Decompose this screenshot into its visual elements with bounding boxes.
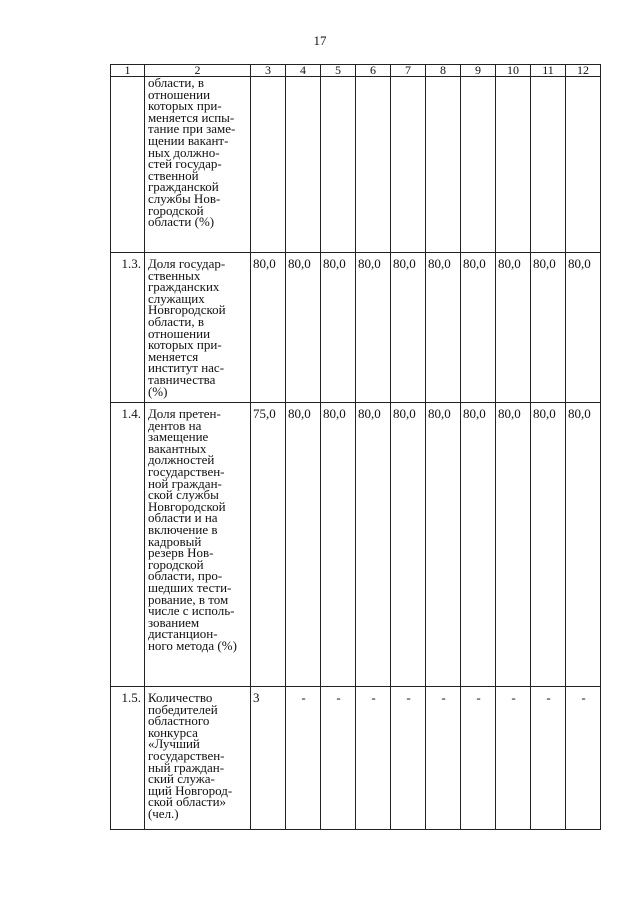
indicator-name-line: (чел.) [147, 805, 179, 821]
indicator-name-line: резерв Нов- [147, 545, 214, 561]
indicator-name [144, 253, 250, 403]
value-cell: 80,0 [425, 403, 460, 687]
indicator-name-line: Доля государ- [147, 256, 226, 271]
indicator-name-line: ственных [147, 267, 201, 283]
indicator-name-line: шедших тести- [147, 579, 232, 595]
indicator-name-line: ский служа- [147, 771, 215, 787]
indicator-name-line: которых при- [147, 337, 222, 353]
value-cell: 80,0 [390, 253, 425, 403]
column-header: 8 [425, 65, 460, 77]
value-cell: 80,0 [425, 253, 460, 403]
value-cell: 80,0 [565, 403, 600, 687]
indicator-name-line: Новгородской [147, 302, 226, 318]
value-cell: - [320, 687, 355, 830]
column-header: 10 [495, 65, 530, 77]
indicator-name [144, 77, 250, 253]
indicator-name-line: городской [147, 556, 204, 572]
indicator-name-line: рование, в том [147, 591, 229, 607]
row-number: 1.3. [111, 253, 145, 403]
column-header: 3 [250, 65, 285, 77]
indicator-name-line: гражданской [147, 179, 219, 195]
indicator-name-line: меняется [147, 348, 199, 364]
value-cell: 80,0 [320, 403, 355, 687]
value-cell: - [390, 687, 425, 830]
row-number: 1.4. [111, 403, 145, 687]
indicator-name [144, 403, 250, 687]
indicator-name [144, 687, 250, 830]
indicator-name-line: области и на [147, 510, 218, 526]
indicator-name-line: ной граждан- [147, 475, 222, 491]
indicator-name-line: числе с исполь- [147, 603, 235, 619]
value-cell [565, 77, 600, 253]
column-header: 7 [390, 65, 425, 77]
value-cell: - [460, 687, 495, 830]
table-row [111, 403, 601, 687]
value-cell: 3 [250, 687, 285, 830]
row-number [111, 77, 145, 253]
column-header: 11 [530, 65, 565, 77]
value-cell: 80,0 [460, 253, 495, 403]
value-cell: - [425, 687, 460, 830]
value-cell: 80,0 [355, 253, 390, 403]
column-header: 9 [460, 65, 495, 77]
indicators-table [110, 64, 601, 830]
table-body [111, 77, 601, 830]
value-cell: 80,0 [530, 403, 565, 687]
value-cell: 80,0 [495, 253, 530, 403]
indicator-name-line: отношении [147, 325, 211, 341]
value-cell [355, 77, 390, 253]
indicator-name-line: городской [147, 202, 204, 218]
indicator-name-line: дистанцион- [147, 626, 218, 642]
indicator-name-line: службы Нов- [147, 190, 221, 206]
indicator-name-line: Доля претен- [147, 406, 221, 421]
indicator-name-line: стей государ- [147, 156, 222, 172]
indicator-name-line: государствен- [147, 747, 225, 763]
indicator-name-line: зованием [147, 614, 200, 630]
indicator-name-line: «Лучший [147, 736, 200, 752]
column-header: 6 [355, 65, 390, 77]
indicator-name-line: Новгородской [147, 498, 226, 514]
value-cell: 80,0 [250, 253, 285, 403]
indicator-name-line: области, про- [147, 568, 223, 584]
value-cell: - [285, 687, 320, 830]
value-cell: - [565, 687, 600, 830]
value-cell: - [530, 687, 565, 830]
value-cell: 80,0 [495, 403, 530, 687]
indicator-name-line: области, в [147, 75, 205, 90]
indicator-name-line: включение в [147, 521, 218, 537]
value-cell [425, 77, 460, 253]
value-cell [390, 77, 425, 253]
indicator-name-line: области, в [147, 313, 205, 329]
row-number: 1.5. [111, 687, 145, 830]
indicator-name-line: щий Новгород- [147, 782, 233, 798]
indicator-name-line: замещение [147, 429, 209, 445]
value-cell: 80,0 [285, 253, 320, 403]
indicator-name-line: ской службы [147, 487, 219, 503]
value-cell: 80,0 [530, 253, 565, 403]
indicator-name-line: гражданских [147, 279, 220, 295]
indicator-name-line: вакантных [147, 440, 207, 456]
value-cell: 80,0 [355, 403, 390, 687]
value-cell: 80,0 [285, 403, 320, 687]
indicator-name-line: тавничества [147, 371, 216, 387]
indicator-name-line: кадровый [147, 533, 202, 549]
indicator-name-line: щении вакант- [147, 132, 229, 148]
value-cell: - [495, 687, 530, 830]
indicator-name-line: ных должно- [147, 144, 220, 160]
indicator-name-line: конкурса [147, 724, 198, 740]
value-cell [250, 77, 285, 253]
column-header: 12 [565, 65, 600, 77]
value-cell: 80,0 [565, 253, 600, 403]
indicator-name-line: дентов на [147, 417, 202, 433]
indicator-name-line: должностей [147, 452, 215, 468]
column-header: 5 [320, 65, 355, 77]
value-cell: 80,0 [390, 403, 425, 687]
column-header: 2 [144, 65, 250, 77]
table-row [111, 253, 601, 403]
table-row [111, 687, 601, 830]
indicator-name-line: (%) [147, 383, 168, 399]
indicator-name-line: ный граждан- [147, 759, 225, 775]
value-cell [530, 77, 565, 253]
indicator-name-line: которых при- [147, 98, 222, 114]
value-cell [285, 77, 320, 253]
page-number: 17 [313, 33, 327, 48]
value-cell [460, 77, 495, 253]
indicator-name-line: служащих [147, 290, 205, 306]
value-cell: 80,0 [460, 403, 495, 687]
column-header: 1 [111, 65, 145, 77]
indicator-name-line: тание при заме- [147, 121, 236, 137]
table-row [111, 77, 601, 253]
indicator-name-line: победителей [147, 701, 218, 717]
indicator-name-line: Количество [147, 690, 213, 705]
indicator-name-line: меняется испы- [147, 109, 235, 125]
value-cell [320, 77, 355, 253]
indicator-name-line: ской области» [147, 794, 227, 810]
value-cell: 80,0 [320, 253, 355, 403]
indicator-name-line: ственной [147, 167, 199, 183]
indicator-name-line: области (%) [147, 214, 215, 230]
indicator-name-line: областного [147, 713, 210, 729]
value-cell [495, 77, 530, 253]
column-header: 4 [285, 65, 320, 77]
indicator-name-line: отношении [147, 86, 211, 102]
indicator-name-line: ного метода (%) [147, 637, 237, 653]
value-cell: 75,0 [250, 403, 285, 687]
indicator-name-line: институт нас- [147, 360, 225, 376]
indicator-name-line: государствен- [147, 463, 225, 479]
value-cell: - [355, 687, 390, 830]
